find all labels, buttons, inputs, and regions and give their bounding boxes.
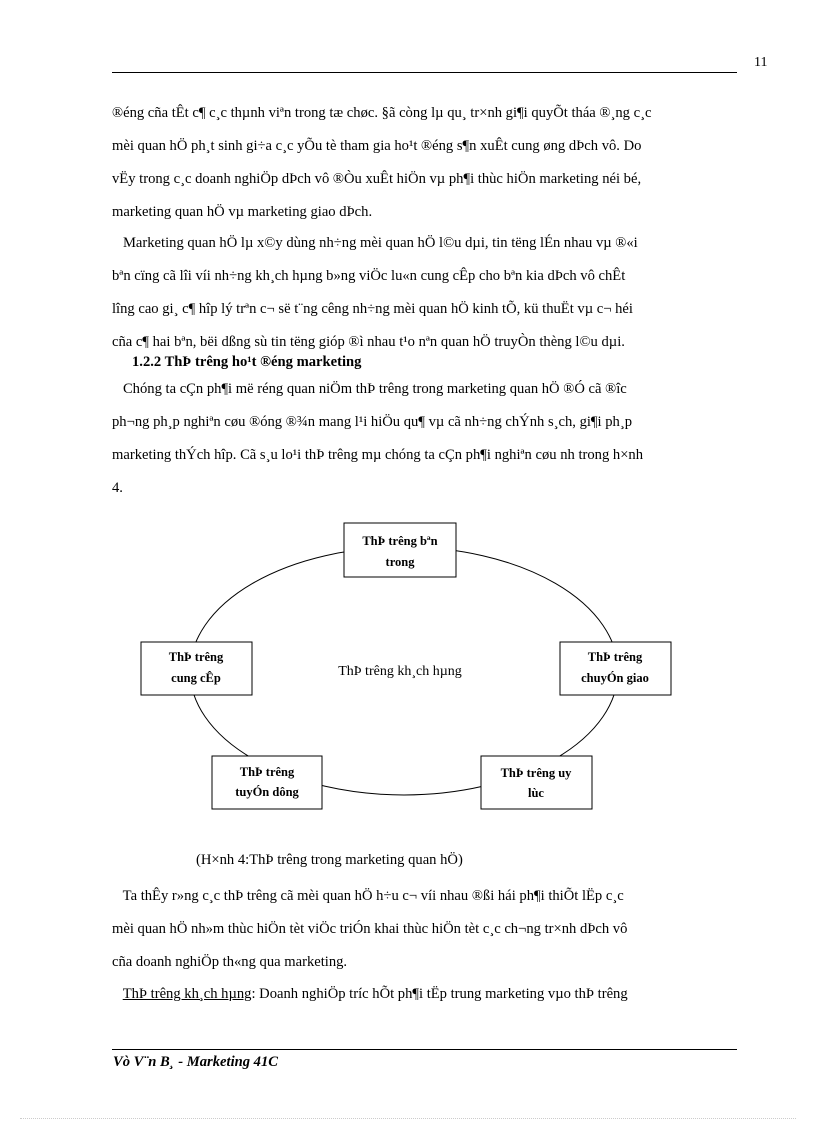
paragraph-line [112,978,757,1011]
market-term: ThÞ trêng kh¸ch hµng [122,986,252,1002]
box-right-line2: chuyÓn giao [581,671,649,685]
paragraph-line: Marketing quan hÖ lµ x©y dùng nh÷ng mèi quan hÖ l©u dµi, tin tëng lÉn nhau vµ ®«i [112,235,638,251]
box-top-line2: trong [385,555,415,569]
paragraph-line: bªn cïng cã lîi víi nh÷ng kh¸ch hµng b»ng viÖc lu«n cung cÊp cho bªn kia dÞch vô chÊt [112,268,626,284]
paragraph-line: marketing quan hÖ vµ marketing giao dÞch. [112,204,373,220]
box-left-line1: ThÞ trêng [168,650,224,664]
paragraph-line: lîng cao gi¸ c¶ hîp lý trªn c¬ së t¨ng cêng nh÷ng mèi quan hÖ kinh tÕ, kü thuËt vµ c¬ héi [112,301,633,317]
page-number: 11 [754,55,768,70]
box-bottom-right [481,756,592,809]
diagram-center-label: ThÞ trêng kh¸ch hµng [338,664,462,679]
footer-dotted-border [20,1118,796,1119]
paragraph-line: cña c¶ hai bªn, bëi dßng sù tin tëng gióp ®ì nhau t¹o nªn quan hÖ truyÒn thèng l©u dµi. [112,334,625,350]
section-heading: 1.2.2 ThÞ trêng ho¹t ®éng marketing [132,354,362,370]
box-bottom-left [212,756,322,809]
paragraph-line: 4. [112,480,123,496]
footer-rule [112,1049,737,1050]
paragraph-line: marketing thÝch hîp. Cã s¸u lo¹i thÞ trêng mµ chóng ta cÇn ph¶i nghiªn cøu nh trong h×nh [112,447,644,463]
paragraph-line: mèi quan hÖ ph¸t sinh gi÷a c¸c yÕu tè tham gia ho¹t ®éng s¶n xuÊt cung øng dÞch vô. Do [112,138,642,154]
paragraph-line: ®éng cña tÊt c¶ c¸c thµnh viªn trong tæ chøc. §ã còng lµ qu¸ tr×nh gi¶i quyÕt tháa ®¸ng c¸c [112,105,652,121]
paragraph-line: mèi quan hÖ nh»m thùc hiÖn tèt viÖc triÓn khai thùc hiÖn tèt c¸c ch¬ng tr×nh dÞch vô [112,921,628,937]
box-bottom-left-line2: tuyÓn dông [235,785,299,799]
paragraph-line: cña doanh nghiÖp th«ng qua marketing. [112,954,348,970]
footer-text: Vò V¨n B¸ - Marketing 41C [113,1054,279,1070]
box-right-line1: ThÞ trêng [587,650,643,664]
box-bottom-right-line2: lùc [528,786,544,800]
paragraph-5 [112,978,757,1011]
paragraph-line: Chóng ta cÇn ph¶i më réng quan niÖm thÞ trêng trong marketing quan hÖ ®Ó cã ®îc [112,381,627,397]
paragraph-line-rest: : Doanh nghiÖp tríc hÕt ph¶i tËp trung marketing vµo thÞ trêng [251,986,628,1002]
box-bottom-left-line1: ThÞ trêng [239,765,295,779]
paragraph-4 [112,880,757,979]
box-top-line1: ThÞ trêng bªn [362,534,438,548]
paragraph-line: ph¬ng ph¸p nghiªn cøu ®óng ®¾n mang l¹i hiÖu qu¶ vµ cã nh÷ng chÝnh s¸ch, gi¶i ph¸p [112,414,632,430]
paragraph-line: Ta thÊy r»ng c¸c thÞ trêng cã mèi quan hÖ h÷u c¬ víi nhau ®ßi hái ph¶i thiÕt lËp c¸c [112,888,624,904]
box-top [344,523,456,577]
box-left [141,642,252,695]
box-right [560,642,671,695]
box-left-line2: cung cÊp [171,671,221,685]
figure-caption: (H×nh 4:ThÞ trêng trong marketing quan hÖ) [196,852,463,868]
box-bottom-right-line1: ThÞ trêng uy [500,766,572,780]
paragraph-line: vËy trong c¸c doanh nghiÖp dÞch vô ®Òu xuÊt hiÖn vµ ph¶i thùc hiÖn marketing néi bé, [112,171,642,187]
